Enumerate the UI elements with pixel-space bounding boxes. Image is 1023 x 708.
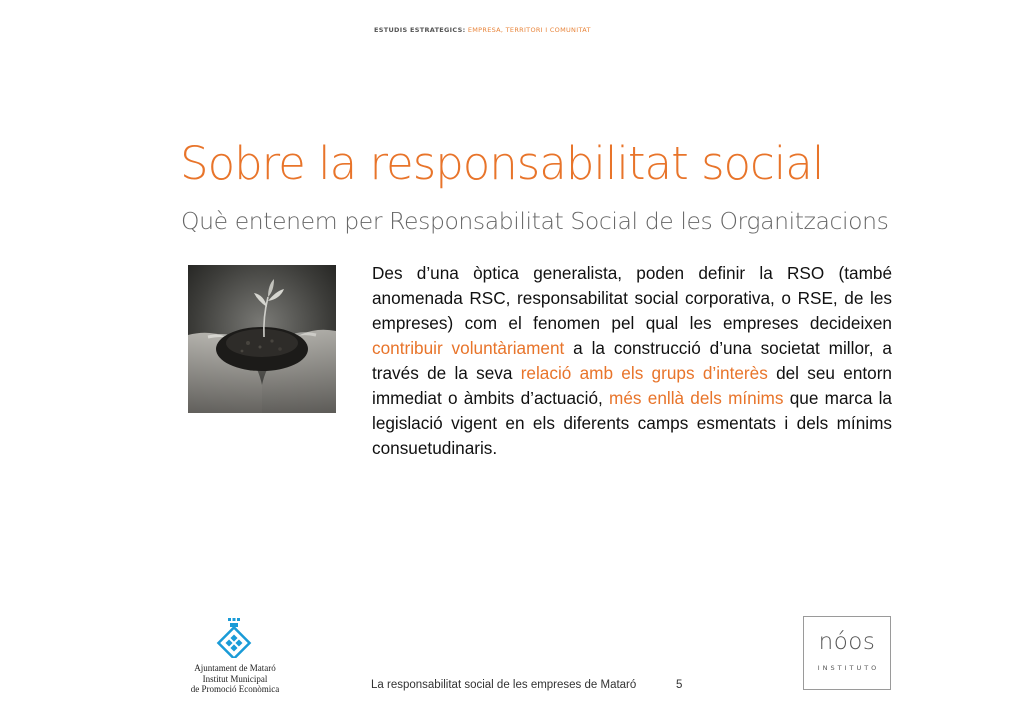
- body-text-1: Des d’una òptica generalista, poden definir la RSO (també anomenada RSC, responsabilitat social corporativa, o RSE, de les empreses) com el fenomen pel qual les empreses decideixen: [372, 263, 892, 333]
- noos-logo-sub: INSTITUTO: [817, 664, 880, 672]
- hands-soil-photo: [188, 265, 336, 413]
- body-text-3: del seu entorn immediat o àmbits d’actuació,: [372, 363, 892, 408]
- header-series: ESTUDIS ESTRATEGICS:: [374, 26, 466, 34]
- body-text-4: que marca la legislació vigent en els diferents camps esmentats i dels mínims consuetudinaris.: [372, 388, 892, 458]
- body-text-2: a la construcció d’una societat millor, a través de la seva: [372, 338, 892, 383]
- highlight-mes-enlla: més enllà dels mínims: [609, 388, 784, 408]
- page-number: 5: [676, 679, 683, 691]
- header-topic: EMPRESA, TERRITORI I COMUNITAT: [467, 26, 591, 34]
- running-header: [374, 26, 591, 34]
- page-subtitle: Què entenem per Responsabilitat Social de les Organitzacions: [181, 207, 889, 235]
- logo-line-2: Institut Municipal: [202, 673, 268, 684]
- logo-line-3: de Promoció Econòmica: [190, 684, 280, 694]
- footer-title: La responsabilitat social de les empreses de Mataró: [371, 679, 637, 691]
- highlight-contribuir: contribuir voluntàriament: [372, 338, 565, 358]
- ajuntament-emblem-icon: [214, 618, 254, 658]
- highlight-relacio: relació amb els grups d’interès: [520, 363, 768, 383]
- logo-line-1: Ajuntament de Mataró: [194, 663, 276, 673]
- definition-paragraph: [372, 261, 892, 461]
- page-title: Sobre la responsabilitat social: [180, 137, 824, 190]
- noos-instituto-logo: [803, 616, 891, 690]
- ajuntament-logo: [182, 618, 292, 698]
- noos-logo-name: nóos: [818, 629, 876, 655]
